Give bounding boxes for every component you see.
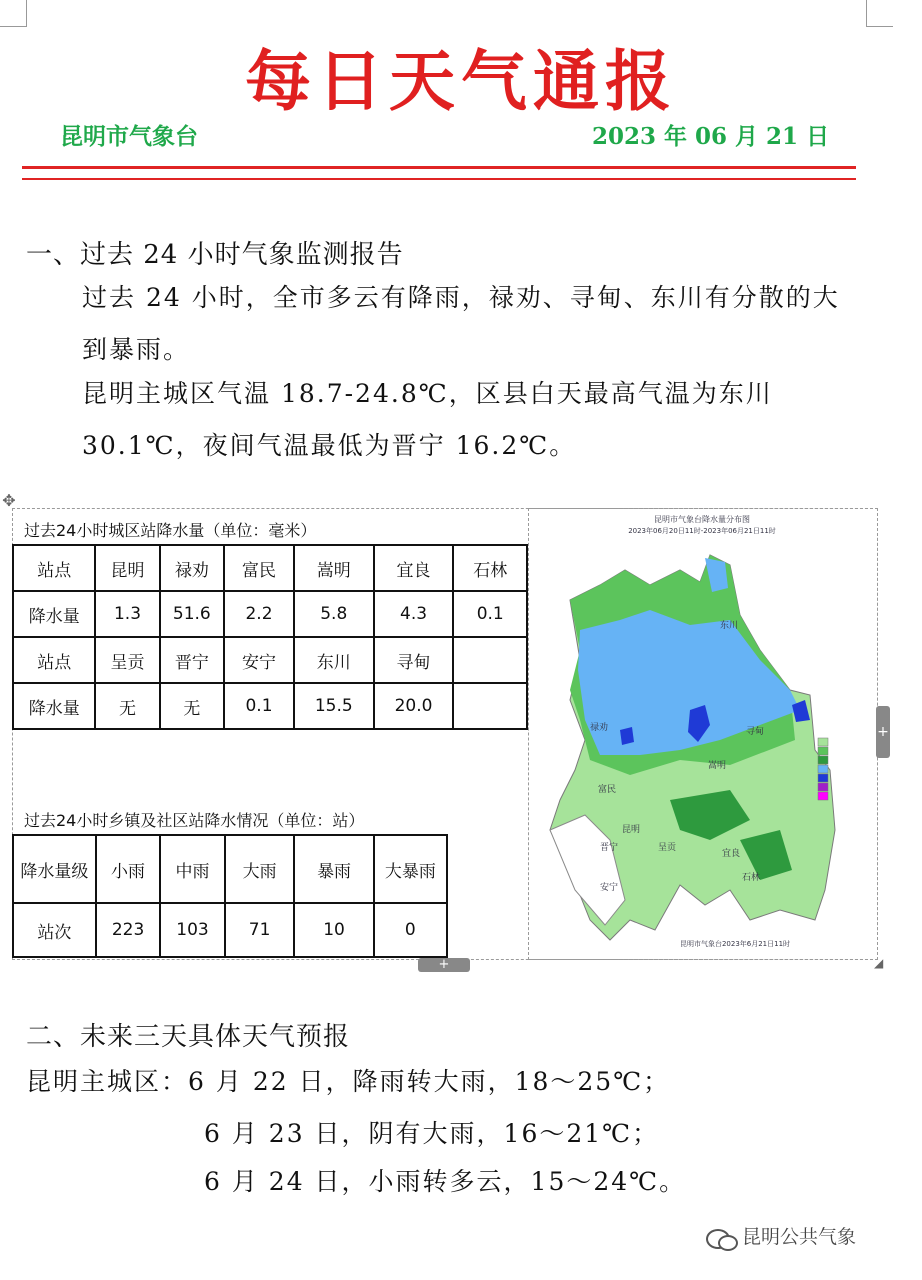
table2-caption: 过去24小时乡镇及社区站降水情况（单位：站） — [24, 811, 365, 830]
township-rainfall-table — [12, 834, 448, 958]
city-rainfall-table — [12, 544, 528, 730]
table-cell: 昆明 — [95, 545, 159, 591]
map-label: 富民 — [598, 785, 617, 795]
legend-swatch — [818, 783, 828, 791]
map-label: 东川 — [720, 621, 739, 631]
table-cell — [453, 637, 527, 683]
table1-caption: 过去24小时城区站降水量（单位：毫米） — [24, 521, 317, 540]
table-cell: 安宁 — [224, 637, 294, 683]
table-cell — [453, 683, 527, 729]
table-row — [13, 637, 527, 683]
expand-bottom-handle[interactable]: + — [418, 958, 470, 972]
table-cell: 51.6 — [160, 591, 225, 637]
header-rule-thick — [22, 166, 856, 169]
legend-swatch — [818, 774, 828, 782]
section-heading-monitoring: 一、过去 24 小时气象监测报告 — [26, 240, 404, 270]
page-corner-top-left — [0, 0, 27, 27]
map-footer: 昆明市气象台2023年6月21日11时 — [679, 940, 791, 948]
page-corner-top-right — [866, 0, 893, 27]
table-cell: 1.3 — [95, 591, 159, 637]
table-cell: 宜良 — [374, 545, 454, 591]
forecast-line: 6 月 24 日，小雨转多云，15～24℃。 — [204, 1167, 687, 1196]
map-label: 寻甸 — [746, 727, 765, 737]
table-cell: 20.0 — [374, 683, 454, 729]
table-cell: 10 — [294, 903, 373, 957]
table-cell: 0.1 — [224, 683, 294, 729]
map-label: 宜良 — [722, 849, 741, 859]
table-cell: 71 — [225, 903, 295, 957]
map-subtitle: 2023年06月20日11时-2023年06月21日11时 — [628, 527, 776, 535]
table-row — [13, 591, 527, 637]
table-cell: 禄劝 — [160, 545, 225, 591]
table-cell: 寻甸 — [374, 637, 454, 683]
table-cell: 中雨 — [160, 835, 224, 903]
section-heading-forecast: 二、未来三天具体天气预报 — [26, 1022, 351, 1052]
map-label: 昆明 — [622, 825, 641, 835]
table-cell: 东川 — [294, 637, 374, 683]
paragraph-text: 过去 24 小时，全市多云有降雨，禄劝、寻甸、东川有分散的大到暴雨。 — [82, 283, 840, 364]
table-cell: 小雨 — [96, 835, 160, 903]
expand-right-handle[interactable]: + — [876, 706, 890, 758]
forecast-line: 6 月 23 日，阴有大雨，16～21℃； — [204, 1119, 660, 1148]
table-cell: 降水量级 — [13, 835, 96, 903]
table-cell: 15.5 — [294, 683, 374, 729]
org-name: 昆明市气象台 — [60, 123, 198, 150]
table-cell: 石林 — [453, 545, 527, 591]
table-row — [13, 835, 447, 903]
resize-handle-icon[interactable]: ◢ — [874, 956, 884, 970]
map-label: 安宁 — [600, 883, 619, 893]
table-cell: 无 — [160, 683, 225, 729]
table-row — [13, 683, 527, 729]
table-cell: 大雨 — [225, 835, 295, 903]
map-label: 禄劝 — [590, 723, 609, 733]
map-label: 呈贡 — [658, 843, 677, 853]
legend-swatch — [818, 792, 828, 800]
forecast-line — [26, 1062, 670, 1098]
report-title: 每日天气通报 — [245, 43, 677, 120]
table-cell: 富民 — [224, 545, 294, 591]
table-cell: 嵩明 — [294, 545, 374, 591]
table-cell: 站次 — [13, 903, 96, 957]
table-cell: 223 — [96, 903, 160, 957]
table-cell: 无 — [95, 683, 159, 729]
paragraph-temperature-summary — [26, 368, 866, 472]
wechat-icon — [706, 1227, 736, 1249]
table-cell: 暴雨 — [294, 835, 373, 903]
forecast-text: 6 月 22 日，降雨转大雨，18～25℃； — [188, 1067, 671, 1096]
table-cell: 大暴雨 — [374, 835, 447, 903]
paragraph-rainfall-summary — [26, 272, 866, 376]
map-label: 嵩明 — [708, 761, 727, 771]
forecast-prefix: 昆明主城区： — [26, 1067, 189, 1096]
table-cell: 晋宁 — [160, 637, 225, 683]
report-date: 2023 年 06 月 21 日 — [592, 123, 830, 150]
map-storm-cell — [620, 727, 634, 745]
rainfall-distribution-map — [530, 510, 874, 956]
watermark-text: 昆明公共气象 — [742, 1226, 857, 1248]
move-handle-icon[interactable]: ✥ — [2, 491, 16, 510]
table-cell: 站点 — [13, 637, 95, 683]
legend-swatch — [818, 738, 828, 746]
table-cell: 0.1 — [453, 591, 527, 637]
table-row — [13, 545, 527, 591]
table-cell: 2.2 — [224, 591, 294, 637]
table-cell: 降水量 — [13, 591, 95, 637]
table-cell: 降水量 — [13, 683, 95, 729]
legend-swatch — [818, 747, 828, 755]
table-cell: 呈贡 — [95, 637, 159, 683]
table-cell: 5.8 — [294, 591, 374, 637]
map-label: 石林 — [742, 873, 761, 883]
legend-swatch — [818, 765, 828, 773]
table-cell: 4.3 — [374, 591, 454, 637]
table-cell: 0 — [374, 903, 447, 957]
map-title: 昆明市气象台降水量分布图 — [654, 515, 750, 524]
table-cell: 站点 — [13, 545, 95, 591]
map-legend — [818, 738, 828, 800]
legend-swatch — [818, 756, 828, 764]
table-cell: 103 — [160, 903, 224, 957]
map-label: 晋宁 — [600, 843, 619, 853]
watermark — [706, 1222, 856, 1249]
table-row — [13, 903, 447, 957]
paragraph-text: 昆明主城区气温 18.7-24.8℃，区县白天最高气温为东川 30.1℃，夜间气温最低为晋宁 16.2℃。 — [82, 379, 773, 460]
header-rule-thin — [22, 178, 856, 180]
